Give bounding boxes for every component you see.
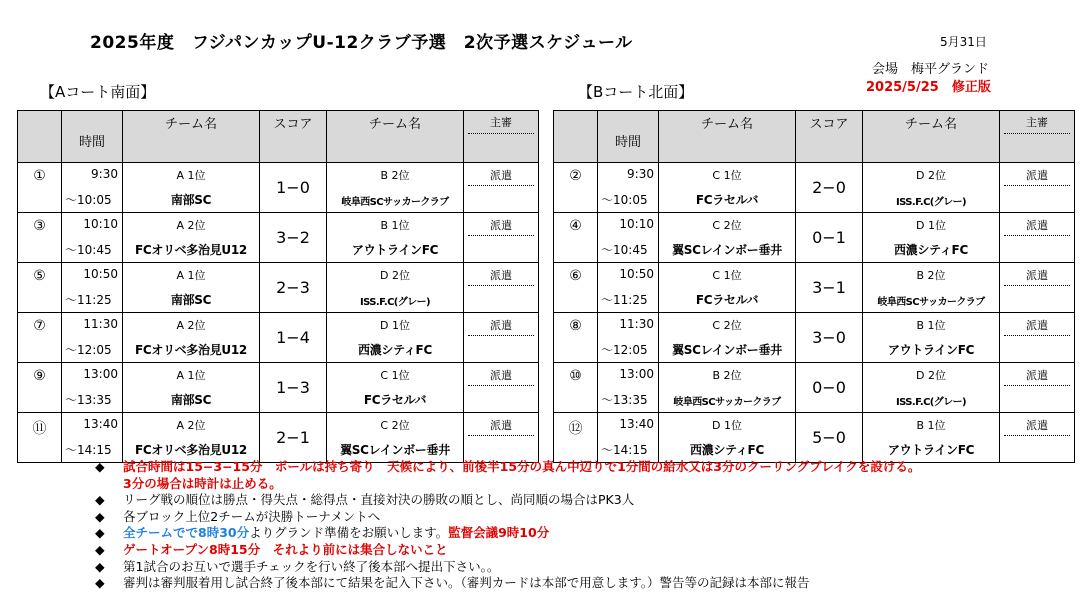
referee-cell [1000, 213, 1075, 263]
home-team-cell [659, 363, 796, 413]
bullet-diamond-icon: ◆ [95, 525, 105, 541]
note-match-time [95, 459, 1075, 476]
match-score: 3−2 [260, 213, 327, 263]
table-row [554, 213, 1075, 263]
referee-header [464, 111, 539, 163]
match-number: ⑪ [18, 413, 62, 463]
away-seed: C 2位 [380, 419, 410, 432]
score-header: スコア [260, 111, 327, 163]
referee-dotted-line [468, 385, 534, 386]
referee-header-dotted-line [1004, 133, 1070, 134]
away-team-cell [863, 413, 1000, 463]
bullet-diamond-icon: ◆ [95, 575, 105, 591]
match-no-header [18, 111, 62, 163]
note-referee [95, 575, 1075, 592]
home-seed: C 1位 [712, 269, 742, 282]
home-seed: C 1位 [712, 169, 742, 182]
match-score: 1−4 [260, 313, 327, 363]
note-text: 3分の場合は時計は止める。 [123, 475, 282, 491]
home-team-cell [659, 413, 796, 463]
referee-dotted-line [1004, 285, 1070, 286]
referee-cell [1000, 263, 1075, 313]
note-text-highlight: 全チームでで8時30分 [123, 525, 250, 541]
away-seed: B 1位 [916, 419, 946, 432]
start-time: 10:50 [619, 267, 654, 281]
match-number: ⑥ [554, 263, 598, 313]
home-seed: A 1位 [176, 269, 206, 282]
court-b-schedule-table [553, 110, 1075, 463]
away-team-cell [863, 163, 1000, 213]
away-seed: C 1位 [380, 369, 410, 382]
home-team-name: 南部SC [170, 193, 212, 207]
away-team-cell [863, 313, 1000, 363]
away-team-name: 翼SCレインボー垂井 [340, 443, 450, 457]
match-number: ② [554, 163, 598, 213]
home-team-name: FCオリベ多治見U12 [135, 343, 247, 357]
end-time: ～11:25 [65, 293, 112, 307]
match-score: 0−0 [796, 363, 863, 413]
match-number: ① [18, 163, 62, 213]
home-team-header: チーム名 [659, 111, 796, 163]
referee-cell [1000, 363, 1075, 413]
note-gate-open [95, 542, 1075, 559]
away-team-cell [863, 263, 1000, 313]
table-row [18, 413, 539, 463]
home-team-cell [123, 413, 260, 463]
away-team-name: 西濃シティFC [358, 343, 432, 357]
match-score: 0−1 [796, 213, 863, 263]
referee-label: 派遣 [490, 369, 512, 382]
start-time: 9:30 [627, 167, 654, 181]
home-team-cell [659, 263, 796, 313]
table-row [554, 363, 1075, 413]
match-number: ⑨ [18, 363, 62, 413]
page-title: 2025年度 フジパンカップU-12クラブ予選 2次予選スケジュール [90, 33, 633, 53]
home-team-name: FCオリベ多治見U12 [135, 243, 247, 257]
start-time: 13:00 [619, 367, 654, 381]
home-team-name: FCラセルバ [695, 293, 759, 307]
referee-header [1000, 111, 1075, 163]
referee-label: 派遣 [1026, 369, 1048, 382]
home-team-cell [123, 263, 260, 313]
bullet-diamond-icon: ◆ [95, 558, 105, 574]
referee-label: 派遣 [490, 319, 512, 332]
match-score: 3−1 [796, 263, 863, 313]
referee-label: 派遣 [1026, 269, 1048, 282]
referee-cell [1000, 313, 1075, 363]
court-a-schedule-table [17, 110, 539, 463]
score-header: スコア [796, 111, 863, 163]
end-time: ～12:05 [65, 343, 112, 357]
match-score: 1−3 [260, 363, 327, 413]
court-a-heading: 【Aコート南面】 [40, 83, 156, 101]
away-seed: D 2位 [916, 169, 946, 182]
match-score: 5−0 [796, 413, 863, 463]
home-team-cell [659, 213, 796, 263]
match-score: 1−0 [260, 163, 327, 213]
end-time: ～13:35 [601, 393, 648, 407]
away-team-name: アウトラインFC [351, 243, 439, 257]
match-number: ⑩ [554, 363, 598, 413]
away-seed: B 2位 [380, 169, 410, 182]
away-team-name: ISS.F.C(グレー) [896, 397, 966, 408]
referee-header-label: 主審 [1026, 116, 1048, 129]
away-seed: D 2位 [380, 269, 410, 282]
away-team-name: 西濃シティFC [894, 243, 968, 257]
away-team-cell [327, 163, 464, 213]
end-time: ～12:05 [601, 343, 648, 357]
away-team-cell [327, 363, 464, 413]
away-team-name: ISS.F.C(グレー) [896, 197, 966, 208]
home-team-cell [123, 213, 260, 263]
note-ground-prep [95, 525, 1075, 542]
referee-cell [464, 313, 539, 363]
referee-label: 派遣 [490, 419, 512, 432]
start-time: 10:10 [619, 217, 654, 231]
note-text-highlight: 監督会議9時10分 [448, 525, 550, 541]
match-number: ⑧ [554, 313, 598, 363]
table-row [18, 163, 539, 213]
referee-dotted-line [468, 335, 534, 336]
note-text: 試合時間は15−3−15分 ボールは持ち寄り 天候により、前後半15分の真ん中辺りで1分間の給水又は3分のクーリングブレイクを設ける。 [123, 459, 921, 474]
end-time: ～13:35 [65, 393, 112, 407]
match-time-cell [62, 363, 123, 413]
table-row [554, 413, 1075, 463]
home-team-cell [659, 163, 796, 213]
referee-dotted-line [468, 185, 534, 186]
note-ranking [95, 492, 1075, 509]
home-team-cell [123, 313, 260, 363]
notes-section [95, 459, 1075, 592]
note-player-check [95, 559, 1075, 576]
end-time: ～10:45 [65, 243, 112, 257]
note-text: 各ブロック上位2チームが決勝トーナメントへ [123, 508, 381, 524]
match-no-header [554, 111, 598, 163]
referee-dotted-line [1004, 435, 1070, 436]
referee-dotted-line [1004, 335, 1070, 336]
referee-dotted-line [468, 285, 534, 286]
match-score: 3−0 [796, 313, 863, 363]
away-seed: D 1位 [916, 219, 946, 232]
end-time: ～14:15 [65, 443, 112, 457]
home-seed: A 2位 [176, 319, 206, 332]
start-time: 10:50 [83, 267, 118, 281]
table-row [18, 363, 539, 413]
home-seed: C 2位 [712, 219, 742, 232]
home-team-name: 南部SC [170, 293, 212, 307]
referee-label: 派遣 [1026, 169, 1048, 182]
start-time: 11:30 [619, 317, 654, 331]
referee-dotted-line [1004, 385, 1070, 386]
home-seed: D 1位 [712, 419, 742, 432]
home-team-cell [659, 313, 796, 363]
bullet-diamond-icon: ◆ [95, 541, 105, 557]
time-header: 時間 [62, 111, 123, 163]
time-header: 時間 [598, 111, 659, 163]
referee-cell [464, 213, 539, 263]
away-team-cell [863, 213, 1000, 263]
home-team-name: 岐阜西SCサッカークラブ [673, 397, 781, 408]
referee-cell [1000, 413, 1075, 463]
match-number: ⑤ [18, 263, 62, 313]
start-time: 9:30 [91, 167, 118, 181]
home-seed: C 2位 [712, 319, 742, 332]
court-b-heading: 【Bコート北面】 [578, 83, 694, 101]
match-number: ⑫ [554, 413, 598, 463]
home-team-cell [123, 163, 260, 213]
referee-dotted-line [468, 235, 534, 236]
home-team-name: 翼SCレインボー垂井 [672, 243, 782, 257]
referee-dotted-line [1004, 235, 1070, 236]
end-time: ～10:05 [65, 193, 112, 207]
match-time-cell [62, 313, 123, 363]
match-number: ⑦ [18, 313, 62, 363]
away-seed: D 2位 [916, 369, 946, 382]
away-team-header: チーム名 [863, 111, 1000, 163]
away-team-cell [863, 363, 1000, 413]
referee-header-dotted-line [468, 133, 534, 134]
table-row [18, 213, 539, 263]
referee-cell [464, 163, 539, 213]
home-seed: A 2位 [176, 219, 206, 232]
home-seed: A 1位 [176, 169, 206, 182]
home-seed: A 1位 [176, 369, 206, 382]
bullet-diamond-icon: ◆ [95, 492, 105, 508]
table-row [554, 263, 1075, 313]
table-row [554, 163, 1075, 213]
match-score: 2−1 [260, 413, 327, 463]
home-team-name: FCオリベ多治見U12 [135, 443, 247, 457]
venue-label: 会場 梅平グランド [872, 62, 990, 77]
match-score: 2−0 [796, 163, 863, 213]
bullet-diamond-icon: ◆ [95, 459, 105, 474]
match-time-cell [62, 263, 123, 313]
note-text: ゲートオープン8時15分 それより前には集合しないこと [123, 541, 448, 557]
note-match-time-continued [95, 476, 1075, 493]
start-time: 13:00 [83, 367, 118, 381]
referee-cell [464, 413, 539, 463]
away-team-name: FCラセルバ [363, 393, 427, 407]
home-team-name: 翼SCレインボー垂井 [672, 343, 782, 357]
away-team-cell [327, 213, 464, 263]
away-seed: D 1位 [380, 319, 410, 332]
referee-dotted-line [1004, 185, 1070, 186]
match-time-cell [62, 163, 123, 213]
referee-label: 派遣 [1026, 219, 1048, 232]
home-team-cell [123, 363, 260, 413]
home-team-name: 南部SC [170, 393, 212, 407]
referee-cell [1000, 163, 1075, 213]
start-time: 13:40 [619, 417, 654, 431]
away-team-cell [327, 313, 464, 363]
away-team-cell [327, 413, 464, 463]
away-team-name: 岐阜西SCサッカークラブ [877, 297, 985, 308]
referee-label: 派遣 [490, 169, 512, 182]
away-team-name: アウトラインFC [887, 443, 975, 457]
revision-label: 2025/5/25 修正版 [866, 80, 991, 95]
home-seed: B 2位 [712, 369, 742, 382]
match-time-cell [598, 413, 659, 463]
away-seed: B 1位 [916, 319, 946, 332]
start-time: 10:10 [83, 217, 118, 231]
note-advancement [95, 509, 1075, 526]
away-team-name: ISS.F.C(グレー) [360, 297, 430, 308]
referee-cell [464, 263, 539, 313]
note-text: リーグ戦の順位は勝点・得失点・総得点・直接対決の勝敗の順とし、尚同順の場合はPK3人 [123, 492, 635, 508]
note-text: よりグランド準備をお願いします。 [249, 525, 449, 541]
note-text: 第1試合のお互いで選手チェックを行い終了後本部へ提出下さい。。 [123, 558, 500, 574]
referee-label: 派遣 [1026, 319, 1048, 332]
match-time-cell [62, 413, 123, 463]
match-time-cell [598, 213, 659, 263]
end-time: ～11:25 [601, 293, 648, 307]
match-time-cell [598, 363, 659, 413]
table-row [554, 313, 1075, 363]
note-text: 審判は審判服着用し試合終了後本部にて結果を記入下さい。（審判カードは本部で用意します。）警告等の記録は本部に報告 [123, 575, 810, 591]
home-team-name: 西濃シティFC [690, 443, 764, 457]
referee-header-label: 主審 [490, 116, 512, 129]
match-number: ③ [18, 213, 62, 263]
away-team-name: アウトラインFC [887, 343, 975, 357]
referee-label: 派遣 [490, 269, 512, 282]
referee-label: 派遣 [490, 219, 512, 232]
end-time: ～14:15 [601, 443, 648, 457]
bullet-diamond-icon: ◆ [95, 508, 105, 524]
referee-dotted-line [468, 435, 534, 436]
date-label: 5月31日 [940, 35, 987, 49]
match-time-cell [62, 213, 123, 263]
away-team-cell [327, 263, 464, 313]
referee-cell [464, 363, 539, 413]
match-time-cell [598, 163, 659, 213]
table-row [18, 313, 539, 363]
match-number: ④ [554, 213, 598, 263]
match-score: 2−3 [260, 263, 327, 313]
home-team-header: チーム名 [123, 111, 260, 163]
table-row [18, 263, 539, 313]
start-time: 13:40 [83, 417, 118, 431]
end-time: ～10:45 [601, 243, 648, 257]
away-seed: B 1位 [380, 219, 410, 232]
start-time: 11:30 [83, 317, 118, 331]
away-seed: B 2位 [916, 269, 946, 282]
home-seed: A 2位 [176, 419, 206, 432]
home-team-name: FCラセルバ [695, 193, 759, 207]
referee-label: 派遣 [1026, 419, 1048, 432]
match-time-cell [598, 313, 659, 363]
away-team-name: 岐阜西SCサッカークラブ [341, 197, 449, 208]
away-team-header: チーム名 [327, 111, 464, 163]
table-header-row [18, 111, 539, 163]
match-time-cell [598, 263, 659, 313]
table-header-row [554, 111, 1075, 163]
end-time: ～10:05 [601, 193, 648, 207]
